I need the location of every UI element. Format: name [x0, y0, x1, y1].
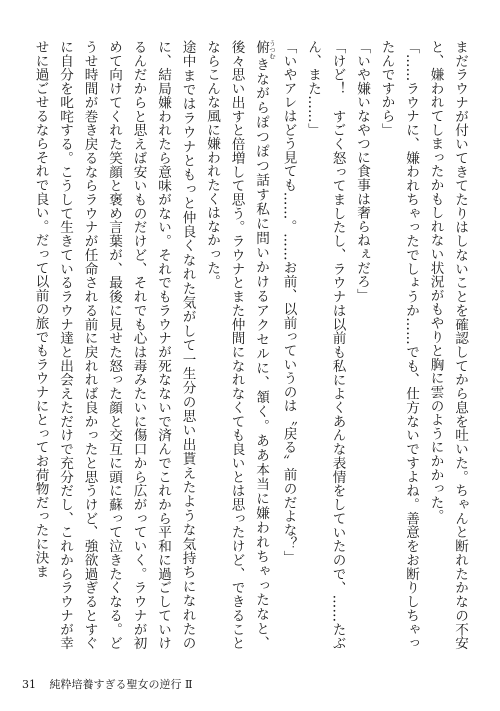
- page-footer: [22, 676, 192, 692]
- vertical-text-body: [24, 40, 472, 650]
- paragraph-3: 「いや嫌いなやつに食事は奢らねぇだろ」: [354, 40, 370, 303]
- paragraph-5: 「いやアレはどう見ても……。……お前、以前っていうのは〝戻る〟前のだよな？」: [280, 40, 297, 565]
- book-title: 純粋培養すぎる聖女の逆行 Ⅱ: [49, 678, 193, 691]
- ruby-reading-utsumu: うつむ: [268, 40, 276, 60]
- paragraph-1: まだラウナが付いてきてたりはしないことを確認してから息を吐いた。ちゃんと断れたかなの不安と、嫌われてしまったかもしれない状況がもやりと胸に雲のようにかかった。: [427, 40, 468, 650]
- page-number: 31: [22, 678, 36, 691]
- paragraph-2: 「……ラウナに、嫌われちゃったでしょうか……でも、仕方ないですよね。善意をお断りしちゃったんですから」: [378, 40, 419, 650]
- paragraph-4: 「けど！ すごく怒ってましたし、ラウナは以前も私によくあんな表情をしていたので、……たぶん、また……」: [305, 40, 346, 650]
- paragraph-7: 途中まではラウナともっと仲良くなれた気がして一生分の思い出貰えたような気持ちになれたのに、結局嫌われたら意味がない。それでもラウナが死なないで済んでこれから平和に過ごしていけるんだからと思えば安いものだけど、それでも心は毒みたいに傷口から広がっていく。ラウナが初めて向けてくれた笑顔と褒め言葉が、最後に見せた怒った顔と交互に頭に蘇って泣きたくなる。どうせ時間が巻き戻るならラウナが任命される前に戻れれば良かったと思うけど、強欲過ぎるとすぐに自分を叱咤する。こうして生きているラウナ達と出会えただけで充分だし、これからラウナが幸せに過ごせるならそれで良い。だって以前の旅でもラウナにとってお荷物だったに決ま: [32, 40, 196, 650]
- paragraph-6-body: きながらぽつぽつ話す私に問いかけるアクセルに、頷く。ああ本当に嫌われちゃったなと、後々思い出すと倍増して思う。ラウナとまた仲間になれなくても良いとは思ったけど、できることならこんな風に嫌われたくはなかった。: [204, 40, 269, 650]
- ruby-utsumu: 俯 うつむ: [253, 40, 276, 60]
- paragraph-6: [200, 40, 277, 650]
